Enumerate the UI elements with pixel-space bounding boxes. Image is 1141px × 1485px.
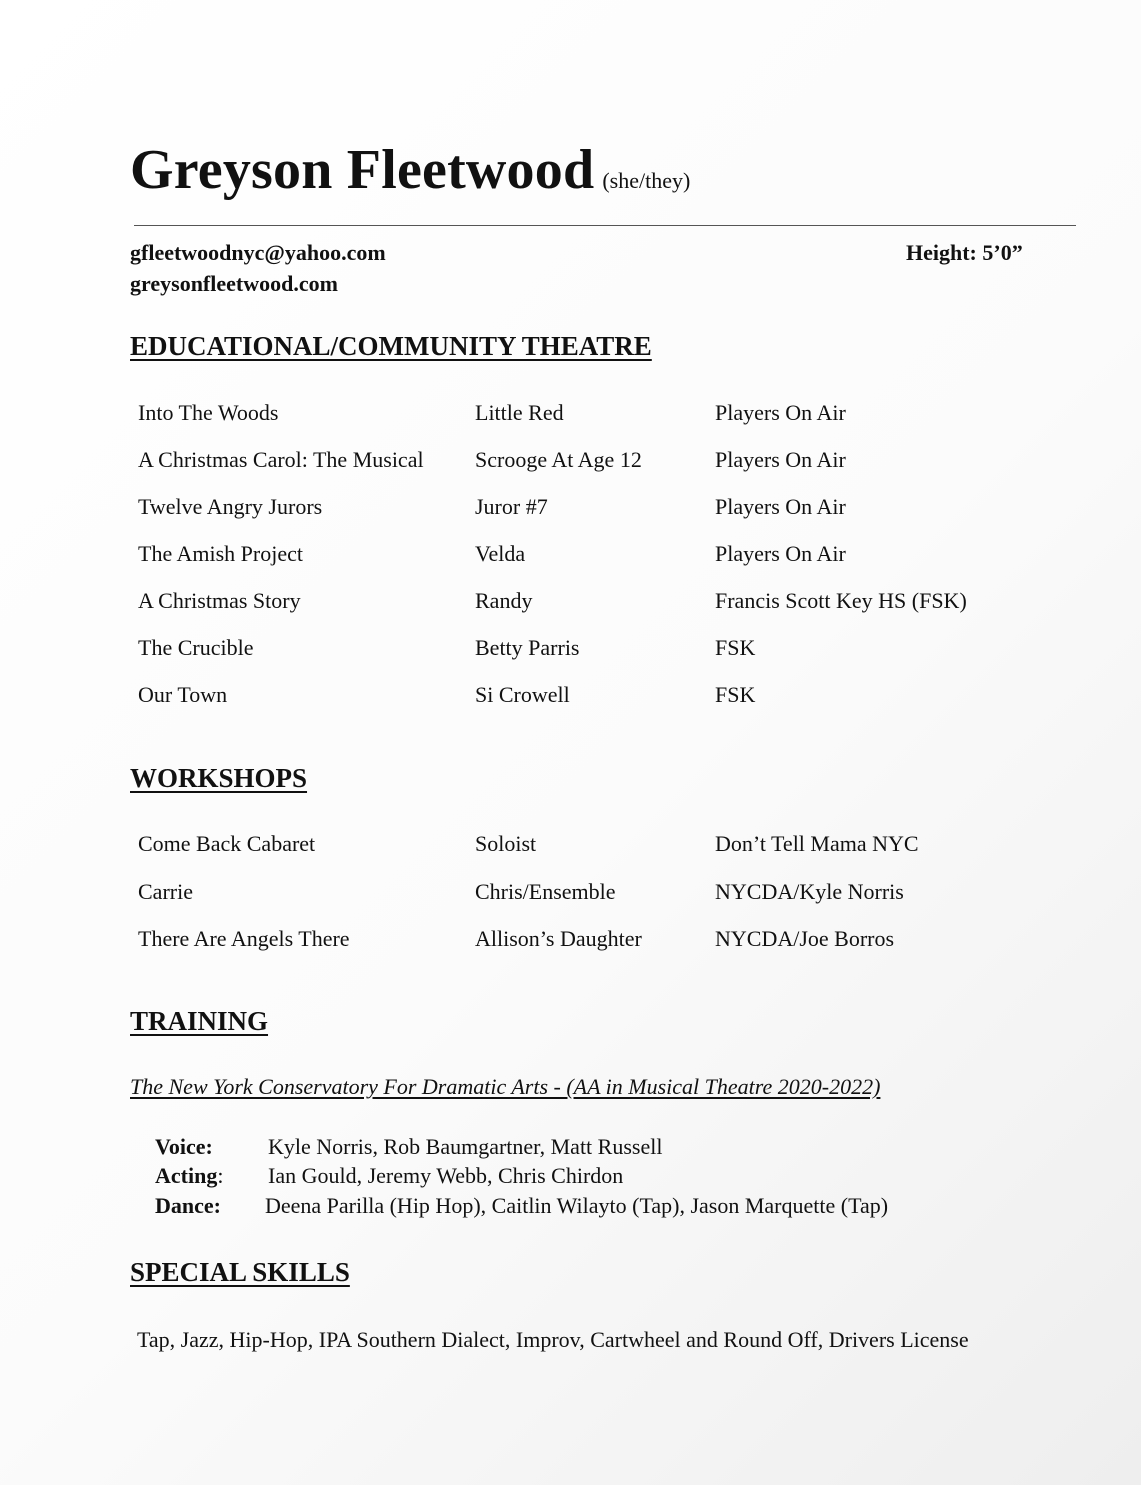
training-label: Voice:: [155, 1134, 213, 1159]
venue: Don’t Tell Mama NYC: [715, 831, 919, 856]
show-title: The Crucible: [138, 635, 254, 660]
pronouns: (she/they): [602, 168, 691, 193]
website: greysonfleetwood.com: [130, 271, 338, 296]
venue: Francis Scott Key HS (FSK): [715, 588, 967, 613]
venue: Players On Air: [715, 541, 846, 566]
venue: FSK: [715, 682, 756, 707]
show-title: A Christmas Story: [138, 588, 301, 613]
role: Randy: [475, 588, 533, 613]
name-header: [130, 138, 690, 202]
page-title: Greyson Fleetwood: [130, 139, 595, 201]
training-label: Acting:: [155, 1163, 224, 1188]
role: Velda: [475, 541, 526, 566]
role: Scrooge At Age 12: [475, 447, 642, 472]
venue: FSK: [715, 635, 756, 660]
show-title: Twelve Angry Jurors: [138, 494, 323, 519]
show-title: There Are Angels There: [138, 926, 350, 951]
training-school: The New York Conservatory For Dramatic Arts - (AA in Musical Theatre 2020-2022): [130, 1074, 881, 1099]
height: Height: 5’0”: [906, 240, 1023, 265]
training-value: Kyle Norris, Rob Baumgartner, Matt Russell: [268, 1134, 663, 1159]
skills-text: Tap, Jazz, Hip-Hop, IPA Southern Dialect, Improv, Cartwheel and Round Off, Drivers License: [137, 1327, 969, 1352]
header-divider: [134, 225, 1076, 226]
theatre-heading: EDUCATIONAL/COMMUNITY THEATRE: [130, 331, 652, 361]
role: Si Crowell: [475, 682, 570, 707]
training-value: Deena Parilla (Hip Hop), Caitlin Wilayto (Tap), Jason Marquette (Tap): [265, 1193, 889, 1218]
skills-heading: SPECIAL SKILLS: [130, 1257, 350, 1287]
show-title: Into The Woods: [138, 400, 279, 425]
show-title: Our Town: [138, 682, 228, 707]
venue: NYCDA/Joe Borros: [715, 926, 895, 951]
training-value: Ian Gould, Jeremy Webb, Chris Chirdon: [268, 1163, 624, 1188]
role: Chris/Ensemble: [475, 879, 616, 904]
role: Soloist: [475, 831, 537, 856]
workshops-heading: WORKSHOPS: [130, 763, 308, 793]
training-heading: TRAINING: [130, 1006, 269, 1036]
show-title: A Christmas Carol: The Musical: [138, 447, 424, 472]
show-title: Come Back Cabaret: [138, 831, 316, 856]
training-label: Dance:: [155, 1193, 221, 1218]
show-title: The Amish Project: [138, 541, 303, 566]
venue: Players On Air: [715, 400, 846, 425]
venue: Players On Air: [715, 447, 846, 472]
role: Juror #7: [475, 494, 548, 519]
role: Betty Parris: [475, 635, 580, 660]
role: Allison’s Daughter: [475, 926, 642, 951]
venue: NYCDA/Kyle Norris: [715, 879, 904, 904]
email-address: gfleetwoodnyc@yahoo.com: [130, 240, 386, 265]
role: Little Red: [475, 400, 564, 425]
venue: Players On Air: [715, 494, 846, 519]
show-title: Carrie: [138, 879, 193, 904]
